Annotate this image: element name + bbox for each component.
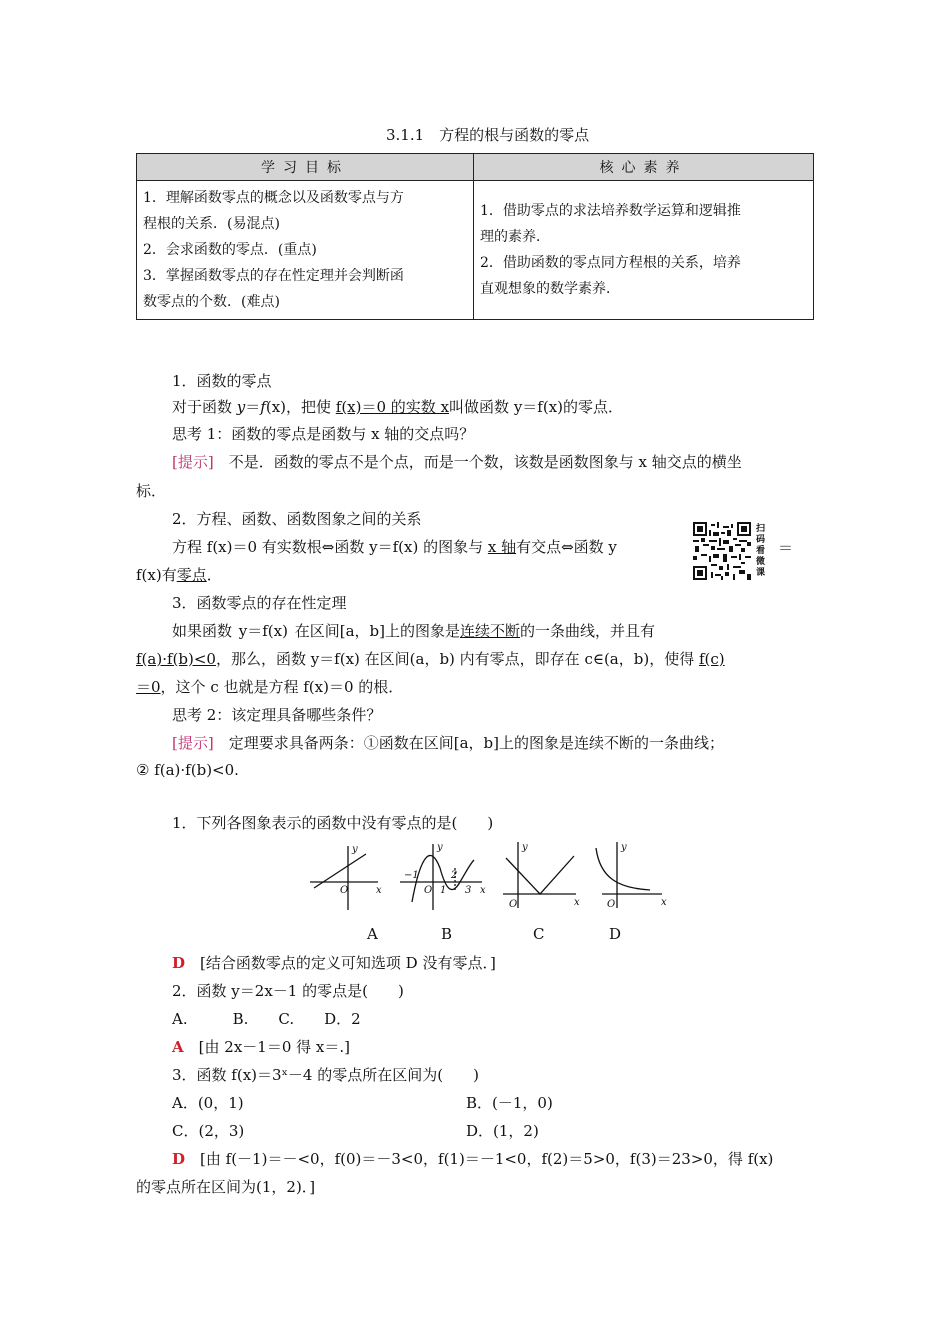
qr-code-icon[interactable] xyxy=(693,522,751,580)
hint-text: [提示] 不是．函数的零点不是个点，而是一个数，该数是函数图象与 x 轴交点的横坐 xyxy=(172,453,742,471)
graph-c-origin: O xyxy=(509,899,518,910)
page-title: 3.1.1 方程的根与函数的零点 xyxy=(386,126,590,144)
question-stem: 1．下列各图象表示的函数中没有零点的是( ) xyxy=(172,814,494,832)
relation-text: 方程 f(x)＝0 有实数根⇔函数 y＝f(x) 的图象与 x 轴有交点⇔函数 y xyxy=(172,538,617,556)
literacy-header: 核心素养 xyxy=(474,154,814,181)
goal-line: 程根的关系．(易混点) xyxy=(143,216,280,232)
goal-line: 3．掌握函数零点的存在性定理并会判断函 xyxy=(143,268,404,284)
think-question: 思考 1：函数的零点是函数与 x 轴的交点吗？ xyxy=(172,425,475,443)
definition-text: 对于函数 y＝f(x)，把使 f(x)＝0 的实数 x叫做函数 y＝f(x)的零点． xyxy=(172,398,624,416)
graph-b-tick-neg1: −1 xyxy=(404,870,419,881)
qr-caption: 扫 码 看 微 课 xyxy=(756,524,766,578)
question-stem: 3．函数 f(x)＝3ˣ－4 的零点所在区间为( ) xyxy=(172,1066,479,1084)
answer-letter: D xyxy=(172,1150,186,1168)
graph-d-x-label: x xyxy=(661,897,667,908)
graph-c-x-label: x xyxy=(574,897,580,908)
theorem-text-cont: f(a)·f(b)<0，那么，函数 y＝f(x) 在区间(a，b) 内有零点，即存在 c∈(a，b)，使得 f(c) xyxy=(136,650,725,668)
graph-b-tick-1: 1 xyxy=(440,885,447,896)
graph-d-origin: O xyxy=(607,899,616,910)
question-stem: 2．函数 y＝2x－1 的零点是( ) xyxy=(172,982,404,1000)
graph-b-y-label: y xyxy=(437,842,443,853)
graph-a-y-label: y xyxy=(352,844,358,855)
graph-a-origin: O xyxy=(340,885,349,896)
graph-b-tick-2: 2 xyxy=(451,870,458,881)
section-heading: 2．方程、函数、函数图象之间的关系 xyxy=(172,510,422,528)
relation-text-cont: f(x)有零点． xyxy=(136,566,222,584)
graph-d xyxy=(596,842,662,908)
graph-a-x-label: x xyxy=(376,885,382,896)
hint-label: [提示] xyxy=(172,453,214,471)
option-label-d: D xyxy=(609,925,622,943)
option-d: D．(1，2) xyxy=(466,1122,539,1140)
hint-text-cont: ② f(a)·f(b)<0. xyxy=(136,761,239,779)
answer-letter: D xyxy=(172,954,186,972)
theorem-text: 如果函数 y＝f(x) 在区间[a，b]上的图象是连续不断的一条曲线，并且有 xyxy=(172,622,656,640)
goal-line: 2．会求函数的零点．(重点) xyxy=(143,242,317,258)
answer-letter: A xyxy=(172,1038,184,1056)
hint-text-cont: 标． xyxy=(136,482,167,500)
goals-table xyxy=(136,153,814,320)
graph-b-x-label: x xyxy=(480,885,486,896)
think-question: 思考 2：该定理具备哪些条件？ xyxy=(172,706,382,724)
option-c: C．(2，3) xyxy=(172,1122,245,1140)
theorem-text-cont: ＝0，这个 c 也就是方程 f(x)＝0 的根． xyxy=(136,678,404,696)
section-heading: 1．函数的零点 xyxy=(172,372,272,390)
option-a: A．(0，1) xyxy=(172,1094,244,1112)
goals-cell xyxy=(137,181,474,320)
answer-line-cont: 的零点所在区间为(1，2)．] xyxy=(136,1178,316,1196)
goals-header: 学习目标 xyxy=(137,154,474,181)
literacy-line: 直观想象的数学素养． xyxy=(480,281,620,297)
question-options: A. B. C. D．2 xyxy=(172,1010,361,1028)
literacy-line: 2．借助函数的零点同方程根的关系，培养 xyxy=(480,255,741,271)
relation-equals: ＝ xyxy=(778,539,794,557)
option-label-a: A xyxy=(367,925,378,943)
hint-label: [提示] xyxy=(172,734,214,752)
option-label-c: C xyxy=(533,925,545,943)
answer-line: A [由 2x－1＝0 得 x＝.] xyxy=(172,1038,350,1056)
literacy-line: 1．借助零点的求法培养数学运算和逻辑推 xyxy=(480,203,741,219)
answer-line: D [结合函数零点的定义可知选项 D 没有零点．] xyxy=(172,954,496,972)
literacy-cell xyxy=(474,181,814,320)
graph-b-tick-3: 3 xyxy=(465,885,472,896)
graph-c-y-label: y xyxy=(522,842,528,853)
option-b: B．(－1，0) xyxy=(466,1094,553,1112)
option-label-b: B xyxy=(441,925,453,943)
goal-line: 1．理解函数零点的概念以及函数零点与方 xyxy=(143,190,404,206)
goal-line: 数零点的个数．(难点) xyxy=(143,294,280,310)
graph-d-y-label: y xyxy=(621,842,627,853)
graph-b-origin: O xyxy=(424,885,433,896)
graph-a xyxy=(310,846,378,910)
section-heading: 3．函数零点的存在性定理 xyxy=(172,594,347,612)
option-graphs xyxy=(300,838,680,918)
hint-text: [提示] 定理要求具备两条：①函数在区间[a，b]上的图象是连续不断的一条曲线； xyxy=(172,734,724,752)
answer-line: D [由 f(－1)＝－<0，f(0)＝－3<0，f(1)＝－1<0，f(2)＝5>0，f(3)＝23>0，得 f(x) xyxy=(172,1150,774,1168)
literacy-line: 理的素养． xyxy=(480,229,550,245)
